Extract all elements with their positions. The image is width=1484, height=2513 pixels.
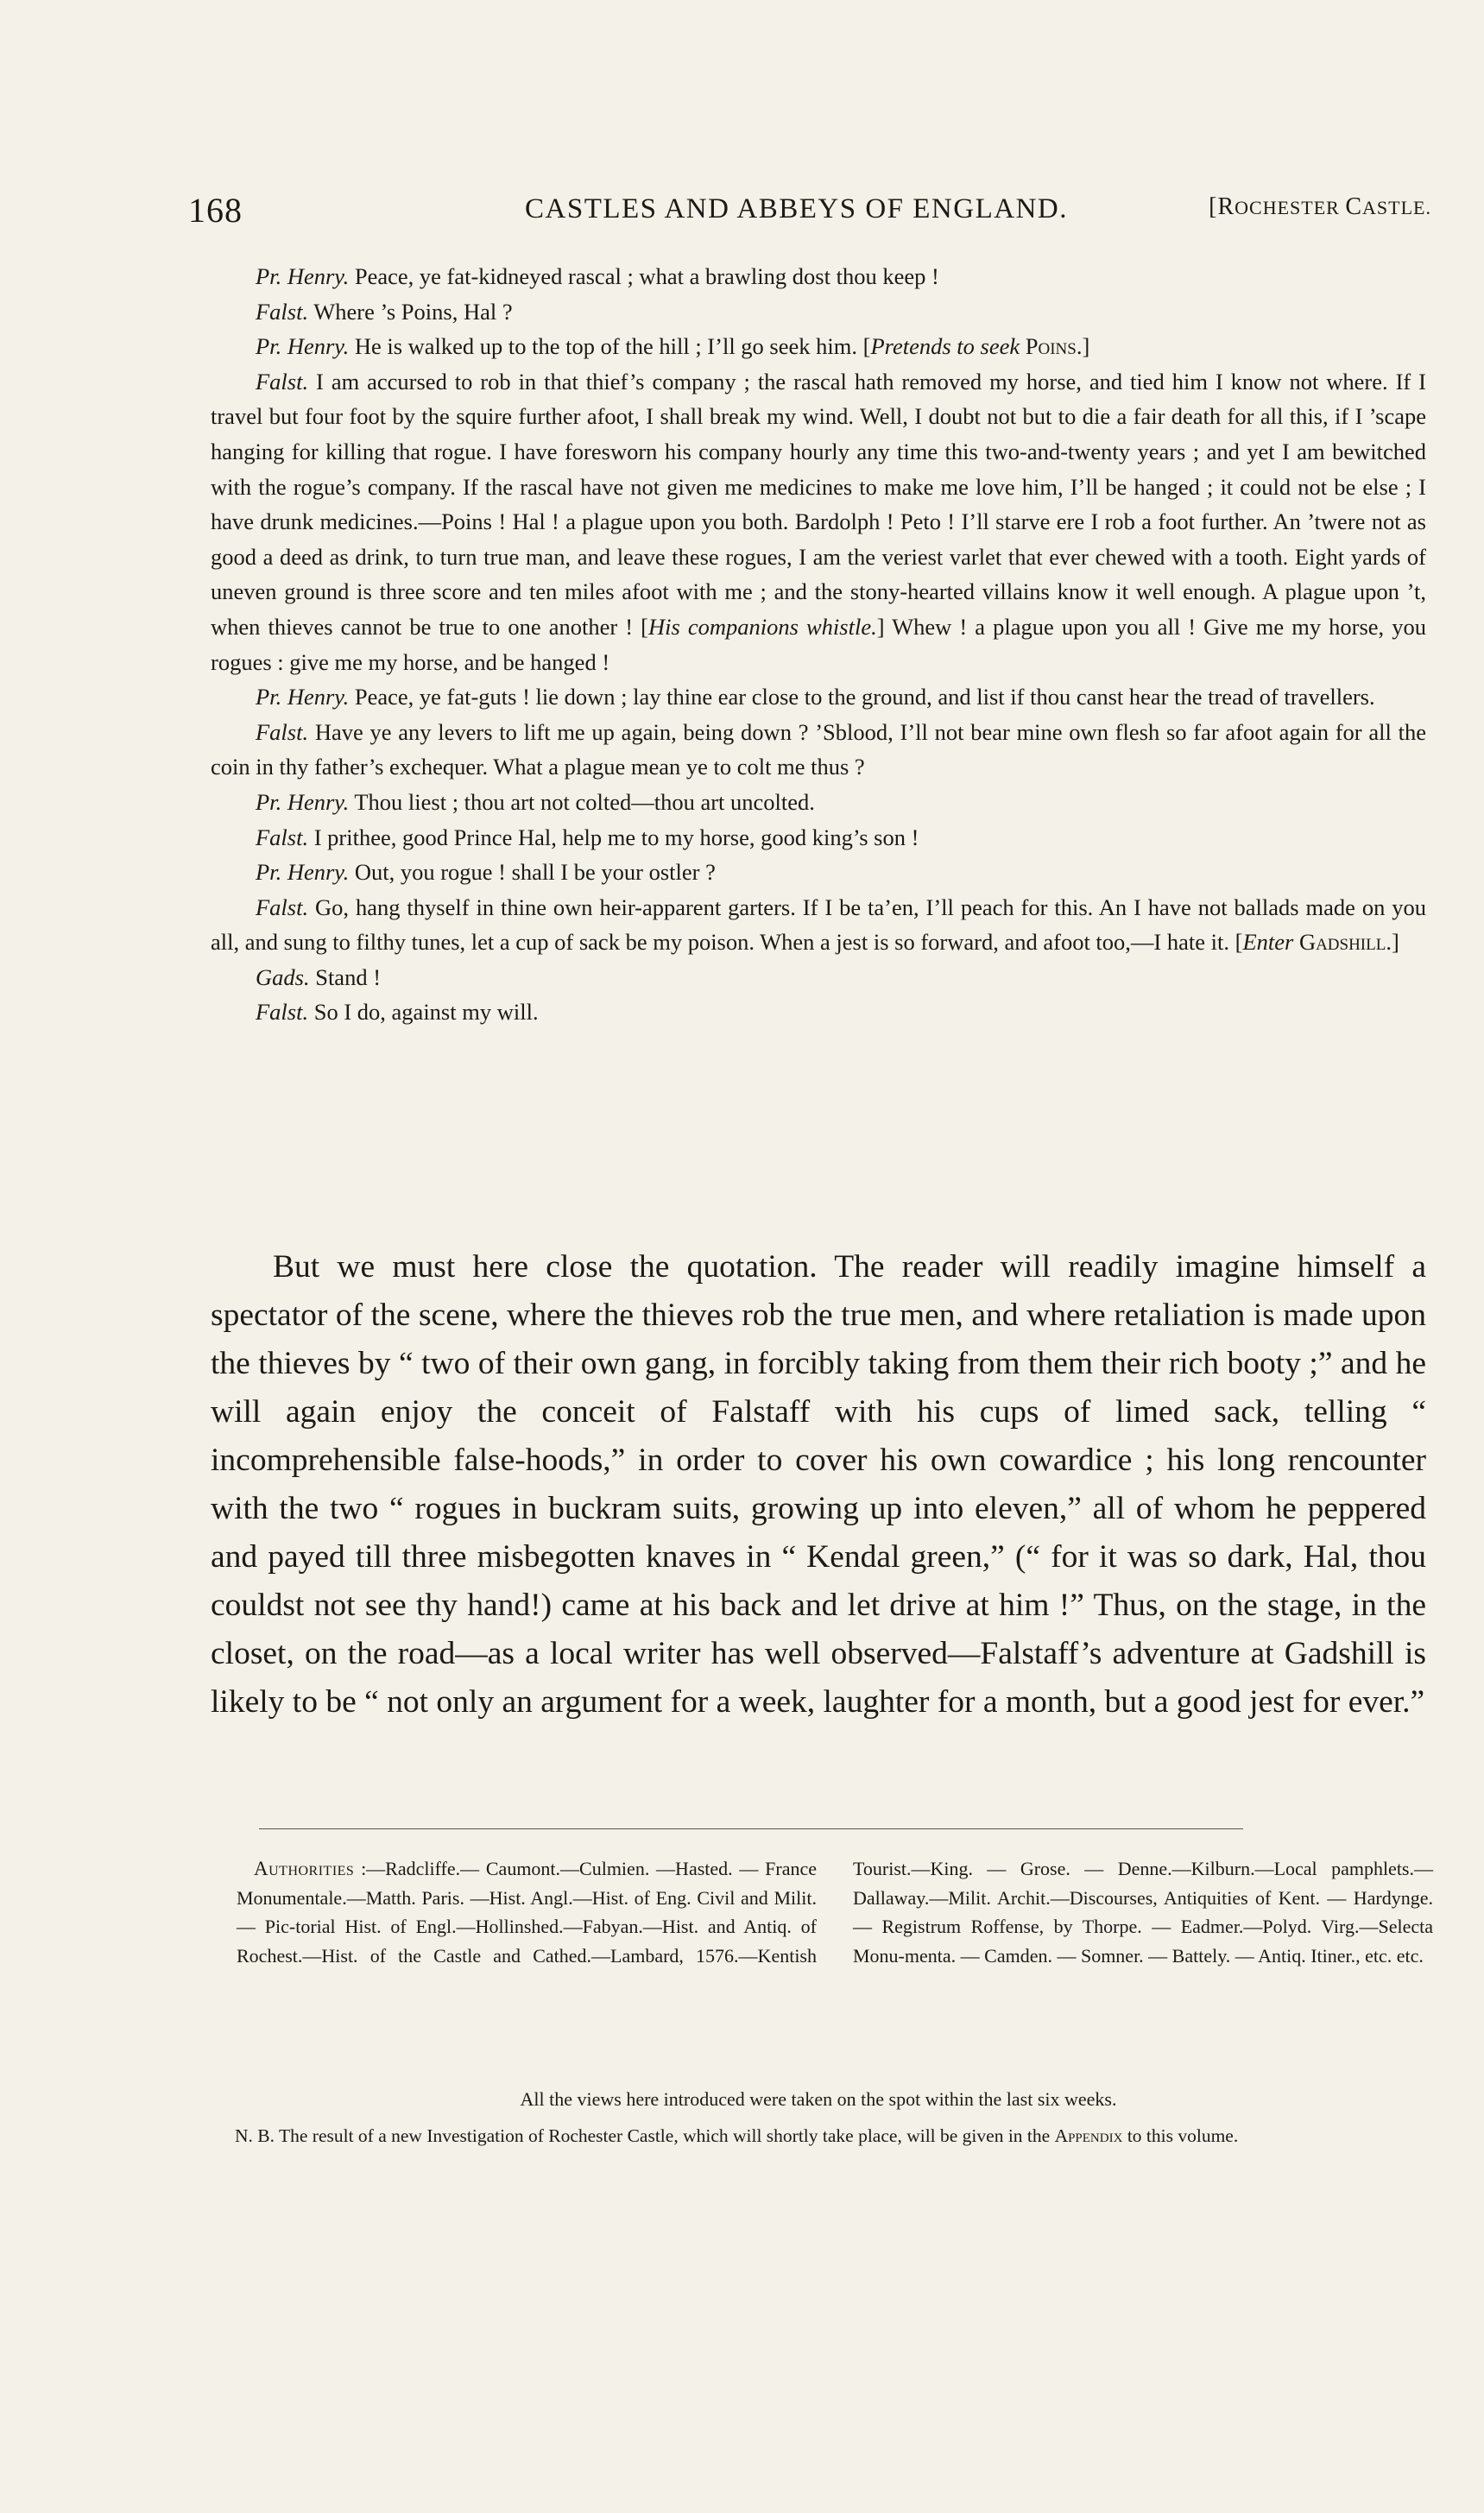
authorities-footnote: Authorities :—Radcliffe.— Caumont.—Culmien. —Hasted. — France Monumentale.—Matth. Paris. —Hist. Angl.—Hist. of Eng. Civil and Milit. — Pic-torial Hist. of Engl.—Hollinshed.—Fabyan.—Hist. and Antiq. of Rochest.—Hist. of the Castle and Cathed.—Lambard, 1576.—Kentish Tourist.—King. — Grose. — Denne.—Kilburn.—Local pamphlets.— Dallaway.—Milit. Archit.—Discourses, Antiquities of Kent. — Hardynge. — Registrum Roffense, by Thorpe. — Eadmer.—Polyd. Virg.—Selecta Monu-menta. — Camden. — Somner. — Battely. — Antiq. Itiner., etc. etc. <box>237 1858 1433 1967</box>
nb-note: N. B. The result of a new Investigation of Rochester Castle, which will shortly take place, will be given in the Appendix to this volume. <box>235 2125 1239 2146</box>
speaker: Falst. <box>256 718 309 745</box>
speech: Pr. Henry. He is walked up to the top of the hill ; I’ll go seek him. [Pretends to seek Poins.] <box>256 333 1090 360</box>
speaker: Falst. <box>256 368 309 395</box>
play-extract <box>211 259 1426 1030</box>
speaker: Gads. <box>256 963 310 990</box>
speaker: Pr. Henry. <box>256 788 350 815</box>
speaker: Pr. Henry. <box>256 263 350 289</box>
speaker: Falst. <box>256 298 309 325</box>
speech: Falst. Go, hang thyself in thine own heir-apparent garters. If I be ta’en, I’ll peach for this. An I have not ballads made on you all, and sung to filthy tunes, let a cup of sack be my poison. When a jest is so forward, and afoot too,—I hate it. [Enter Gadshill.] <box>211 893 1426 956</box>
speaker: Falst. <box>256 893 309 920</box>
speech: Pr. Henry. Peace, ye fat-guts ! lie down ; lay thine ear close to the ground, and list if thou canst hear the tread of travellers. <box>256 684 1375 710</box>
section-label: [ROCHESTER CASTLE. <box>1209 193 1431 220</box>
authorities-label: Authorities <box>254 1858 355 1879</box>
body-text <box>211 1243 1426 1727</box>
running-title: CASTLES AND ABBEYS OF ENGLAND. <box>525 193 1068 224</box>
speech: Falst. I prithee, good Prince Hal, help me to my horse, good king’s son ! <box>256 824 919 850</box>
speaker: Falst. <box>256 999 309 1026</box>
speech: Pr. Henry. Out, you rogue ! shall I be your ostler ? <box>256 859 716 886</box>
stage-direction: Enter <box>1242 929 1294 956</box>
stage-direction: His companions whistle. <box>647 613 877 640</box>
speaker: Pr. Henry. <box>256 684 350 710</box>
speech: Falst. Have ye any levers to lift me up again, being down ? ’Sblood, I’ll not bear mine own flesh so far afoot again for all the coin in thy father’s exchequer. What a plague mean ye to colt me thus ? <box>211 718 1426 780</box>
speaker: Pr. Henry. <box>256 859 350 886</box>
speech: Falst. Where ’s Poins, Hal ? <box>256 298 513 325</box>
speech: Pr. Henry. Peace, ye fat-kidneyed rascal ; what a brawling dost thou keep ! <box>256 263 939 289</box>
prose-paragraph: But we must here close the quotation. The reader will readily imagine himself a spectator of the scene, where the thieves rob the true men, and where retaliation is made upon the thieves by “ two of their own gang, in forcibly taking from them their rich booty ;” and he will again enjoy the conceit of Falstaff with his cups of limed sack, telling “ incomprehensible false-hoods,” in order to cover his own cowardice ; his long rencounter with the two “ rogues in buckram suits, growing up into eleven,” all of whom he peppered and payed till three misbegotten knaves in “ Kendal green,” (“ for it was so dark, Hal, thou couldst not see thy hand!) came at his back and let drive at him !” Thus, on the stage, in the closet, on the road—as a local writer has well observed—Falstaff’s adventure at Gadshill is likely to be “ not only an argument for a week, laughter for a month, but a good jest for ever.” <box>211 1249 1426 1720</box>
stage-direction: Pretends to seek <box>870 333 1020 360</box>
views-note: All the views here introduced were taken on the spot within the last six weeks. <box>520 2088 1117 2110</box>
speaker: Falst. <box>256 824 309 850</box>
footnote-rule <box>259 1828 1243 1829</box>
page-number: 168 <box>188 191 243 230</box>
speaker: Pr. Henry. <box>256 333 350 360</box>
running-header <box>188 181 1431 233</box>
speech: Pr. Henry. Thou liest ; thou art not colted—thou art uncolted. <box>256 788 815 815</box>
speech: Gads. Stand ! <box>256 963 382 990</box>
speech: Falst. I am accursed to rob in that thief’s company ; the rascal hath removed my horse, and tied him I know not where. If I travel but four foot by the squire further afoot, I shall break my wind. Well, I doubt not but to die a fair death for all this, if I ’scape hanging for killing that rogue. I have foresworn his company hourly any time this two-and-twenty years ; and yet I am bewitched with the rogue’s company. If the rascal have not given me medicines to make me love him, I’ll be hanged ; it could not be else ; I have drunk medicines.—Poins ! Hal ! a plague upon you both. Bardolph ! Peto ! I’ll starve ere I rob a foot further. An ’twere not as good a deed as drink, to turn true man, and leave these rogues, I am the veriest varlet that ever chewed with a tooth. Eight yards of uneven ground is three score and ten miles afoot with me ; and the stony-hearted villains know it well enough. A plague upon ’t, when thieves cannot be true to one another ! [His companions whistle.] Whew ! a plague upon you all ! Give me my horse, you rogues : give me my horse, and be hanged ! <box>211 368 1426 675</box>
speech: Falst. So I do, against my will. <box>256 999 539 1026</box>
